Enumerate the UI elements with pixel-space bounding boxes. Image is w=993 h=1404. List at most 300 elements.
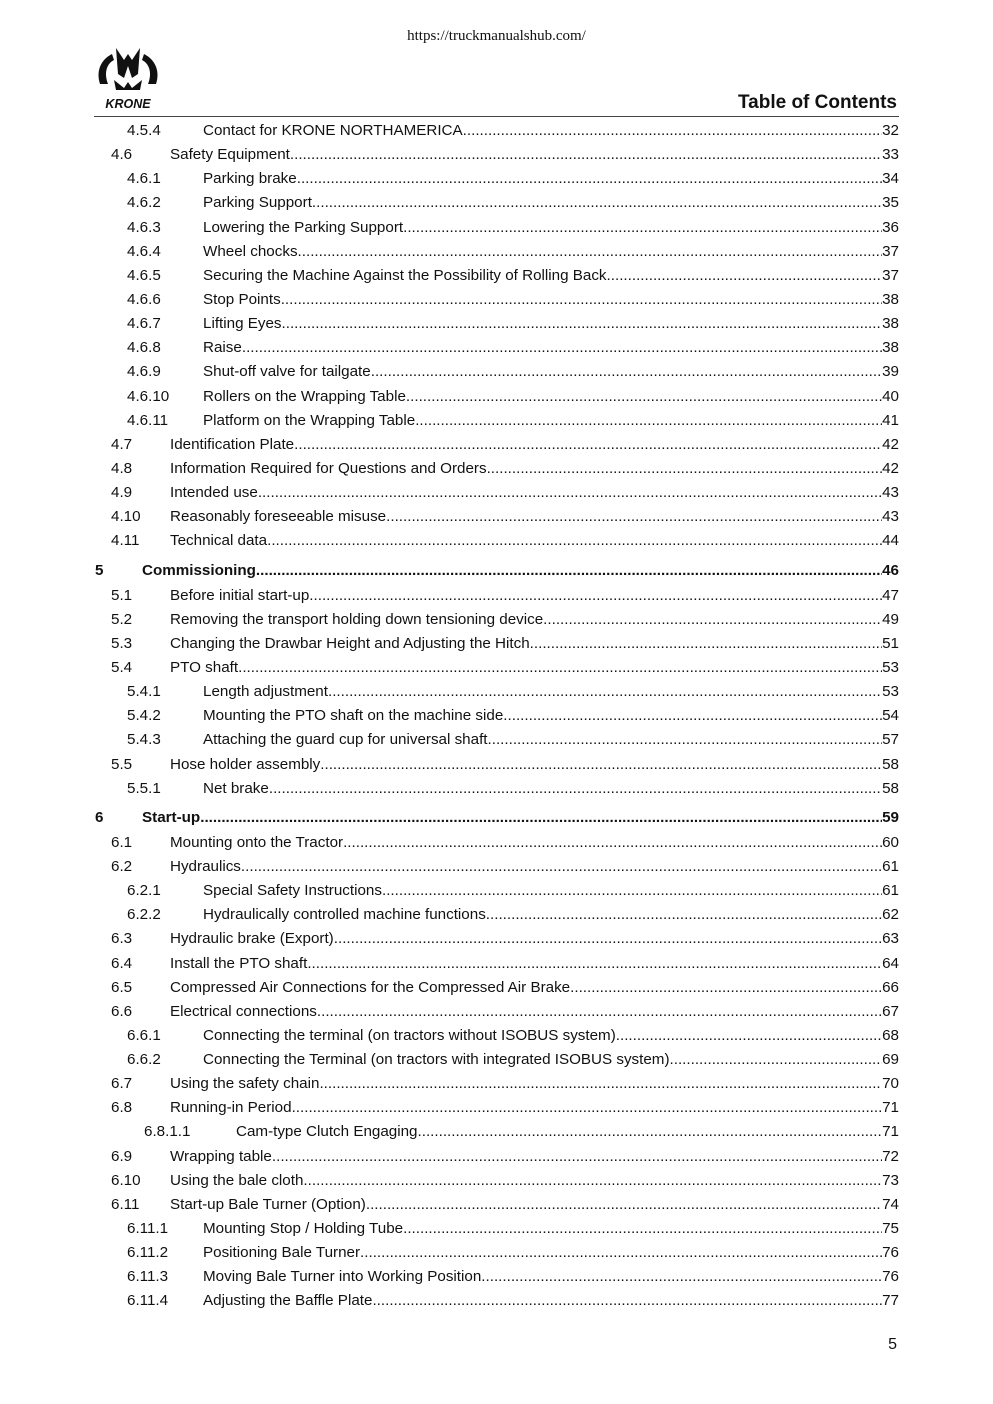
toc-entry-page: 57: [882, 731, 899, 749]
table-of-contents: [94, 119, 899, 1314]
toc-entry[interactable]: [94, 903, 899, 927]
source-url[interactable]: https://truckmanualshub.com/: [407, 28, 586, 44]
toc-entry[interactable]: [94, 855, 899, 879]
toc-dot-leader: [406, 385, 882, 409]
toc-dot-leader: [292, 1096, 883, 1120]
toc-entry[interactable]: [94, 632, 899, 656]
toc-dot-leader: [543, 608, 882, 632]
toc-dot-leader: [317, 1000, 882, 1024]
toc-entry-title: Install the PTO shaft: [170, 954, 308, 972]
toc-entry-number: 6.11.2: [127, 1244, 169, 1262]
toc-entry[interactable]: [94, 680, 899, 704]
toc-entry-number: 6.6: [111, 1002, 133, 1020]
toc-entry-number: 6.7: [111, 1075, 133, 1093]
toc-entry[interactable]: [94, 976, 899, 1000]
toc-entry-number: 4.6.11: [127, 411, 169, 429]
toc-entry-page: 36: [882, 218, 899, 236]
toc-entry-line: [203, 1265, 899, 1289]
toc-dot-leader: [297, 167, 882, 191]
toc-entry-page: 61: [882, 857, 899, 875]
toc-entry[interactable]: [94, 336, 899, 360]
toc-entry-number: 6.2.1: [127, 882, 161, 900]
toc-entry[interactable]: [94, 457, 899, 481]
toc-entry[interactable]: [94, 240, 899, 264]
toc-entry-line: [170, 1072, 899, 1096]
toc-entry-number: 4.11: [111, 532, 140, 550]
toc-entry-title: Mounting onto the Tractor: [170, 833, 344, 851]
toc-dot-leader: [200, 806, 882, 830]
toc-entry-line: [203, 728, 899, 752]
toc-entry-title: Platform on the Wrapping Table: [203, 411, 416, 429]
toc-dot-leader: [320, 753, 882, 777]
toc-entry-page: 43: [882, 508, 899, 526]
toc-entry-page: 33: [882, 146, 899, 164]
toc-entry-line: [203, 216, 899, 240]
toc-entry-line: [170, 608, 899, 632]
toc-dot-leader: [607, 264, 883, 288]
toc-entry-line: [203, 360, 899, 384]
toc-entry[interactable]: [94, 216, 899, 240]
toc-entry-page: 51: [882, 634, 899, 652]
toc-entry-line: [170, 1145, 899, 1169]
toc-dot-leader: [238, 656, 882, 680]
toc-entry[interactable]: [94, 433, 899, 457]
toc-entry-page: 66: [882, 978, 899, 996]
toc-entry-line: [170, 143, 899, 167]
toc-entry-page: 38: [882, 290, 899, 308]
toc-dot-leader: [258, 481, 882, 505]
toc-entry-line: [203, 1048, 899, 1072]
toc-dot-leader: [298, 240, 883, 264]
toc-entry-title: PTO shaft: [170, 658, 239, 676]
toc-entry-number: 5.4.1: [127, 683, 161, 701]
toc-entry-title: Raise: [203, 339, 242, 357]
toc-dot-leader: [670, 1048, 883, 1072]
toc-dot-leader: [386, 505, 882, 529]
toc-entry-page: 32: [882, 122, 899, 139]
toc-dot-leader: [334, 927, 882, 951]
toc-dot-leader: [366, 1193, 882, 1217]
toc-entry[interactable]: [94, 1145, 899, 1169]
toc-entry[interactable]: [94, 143, 899, 167]
toc-entry-line: [203, 903, 899, 927]
toc-entry-number: 6.9: [111, 1147, 133, 1165]
toc-entry-page: 71: [882, 1123, 899, 1141]
toc-entry-number: 5.2: [111, 610, 133, 628]
toc-dot-leader: [486, 903, 882, 927]
toc-entry-number: 6.11.1: [127, 1220, 169, 1238]
toc-entry-title: Hydraulic brake (Export): [170, 930, 334, 948]
toc-entry-title: Reasonably foreseeable misuse: [170, 508, 387, 526]
toc-dot-leader: [382, 879, 882, 903]
toc-entry-number: 4.6.9: [127, 363, 161, 381]
toc-entry-line: [170, 505, 899, 529]
toc-dot-leader: [570, 976, 882, 1000]
toc-entry-page: 64: [882, 954, 899, 972]
toc-entry-page: 42: [882, 459, 899, 477]
toc-entry[interactable]: [94, 1241, 899, 1265]
toc-entry-number: 6.2: [111, 857, 133, 875]
toc-entry[interactable]: [94, 1072, 899, 1096]
toc-entry-page: 69: [882, 1051, 899, 1069]
toc-entry-page: 60: [882, 833, 899, 851]
toc-entry-number: 6.5: [111, 978, 133, 996]
toc-entry[interactable]: [94, 559, 899, 584]
toc-entry-page: 42: [882, 435, 899, 453]
toc-entry-number: 4.6.4: [127, 242, 161, 260]
toc-entry-line: [170, 457, 899, 481]
toc-entry-line: [203, 288, 899, 312]
toc-entry-title: Electrical connections: [170, 1002, 317, 1020]
toc-entry-title: Securing the Machine Against the Possibility of Rolling Back: [203, 266, 607, 284]
toc-dot-leader: [294, 433, 882, 457]
toc-entry-line: [142, 806, 899, 830]
toc-entry-page: 43: [882, 484, 899, 502]
toc-entry-line: [170, 433, 899, 457]
toc-entry[interactable]: [94, 264, 899, 288]
toc-entry[interactable]: [94, 777, 899, 801]
toc-entry-title: Hose holder assembly: [170, 755, 321, 773]
toc-entry-title: Running-in Period: [170, 1099, 292, 1117]
toc-entry-number: 4.6.5: [127, 266, 161, 284]
toc-entry-number: 5.1: [111, 586, 133, 604]
toc-entry-page: 37: [882, 266, 899, 284]
page-number: 5: [888, 1336, 897, 1353]
toc-entry-title: Start-up Bale Turner (Option): [170, 1195, 366, 1213]
toc-entry-title: Before initial start-up: [170, 586, 310, 604]
toc-entry-page: 49: [882, 610, 899, 628]
toc-entry-line: [203, 1024, 899, 1048]
toc-entry[interactable]: [94, 1169, 899, 1193]
toc-entry-number: 4.6.1: [127, 170, 161, 188]
toc-entry[interactable]: [94, 360, 899, 384]
toc-entry-line: [236, 1120, 899, 1144]
toc-entry-number: 4.6.10: [127, 387, 170, 405]
toc-entry[interactable]: [94, 1000, 899, 1024]
toc-entry-page: 71: [882, 1099, 899, 1117]
toc-dot-leader: [343, 831, 882, 855]
toc-dot-leader: [290, 143, 882, 167]
toc-entry-line: [170, 753, 899, 777]
toc-entry-title: Contact for KRONE NORTHAMERICA: [203, 122, 463, 139]
toc-entry-page: 54: [882, 707, 899, 725]
toc-entry-page: 40: [882, 387, 899, 405]
toc-entry-line: [203, 879, 899, 903]
toc-entry[interactable]: [94, 119, 899, 143]
toc-entry-number: 6.8.1.1: [144, 1123, 191, 1141]
toc-entry-title: Connecting the Terminal (on tractors with integrated ISOBUS system): [203, 1051, 670, 1069]
page-title: Table of Contents: [737, 92, 897, 113]
toc-dot-leader: [272, 1145, 882, 1169]
toc-entry-title: Technical data: [170, 532, 268, 550]
toc-entry-number: 4.6.7: [127, 315, 161, 333]
toc-dot-leader: [488, 728, 883, 752]
toc-dot-leader: [267, 529, 882, 553]
toc-entry-title: Changing the Drawbar Height and Adjusting the Hitch: [170, 634, 530, 652]
toc-entry-number: 6.3: [111, 930, 133, 948]
toc-entry-page: 58: [882, 779, 899, 797]
toc-entry-title: Start-up: [142, 808, 201, 826]
toc-entry-title: Shut-off valve for tailgate: [203, 363, 371, 381]
toc-entry-line: [170, 976, 899, 1000]
toc-entry-page: 53: [882, 683, 899, 701]
toc-entry-title: Attaching the guard cup for universal shaft: [203, 731, 488, 749]
toc-entry-number: 5.4: [111, 658, 133, 676]
toc-entry-line: [203, 1241, 899, 1265]
toc-entry-line: [170, 656, 899, 680]
toc-entry[interactable]: [94, 1265, 899, 1289]
toc-entry-page: 77: [882, 1292, 899, 1310]
toc-dot-leader: [282, 312, 883, 336]
toc-entry-number: 6.11.4: [127, 1292, 169, 1310]
toc-entry[interactable]: [94, 1024, 899, 1048]
toc-entry[interactable]: [94, 288, 899, 312]
toc-entry-line: [170, 584, 899, 608]
toc-entry-title: Net brake: [203, 779, 269, 797]
toc-entry[interactable]: [94, 704, 899, 728]
toc-entry-page: 73: [882, 1171, 899, 1189]
toc-entry-title: Using the safety chain: [170, 1075, 320, 1093]
toc-entry-title: Intended use: [170, 484, 258, 502]
toc-dot-leader: [319, 1072, 882, 1096]
toc-entry-number: 4.9: [111, 484, 133, 502]
toc-entry-page: 38: [882, 339, 899, 357]
toc-entry-line: [203, 680, 899, 704]
toc-entry-title: Wrapping table: [170, 1147, 272, 1165]
krone-logo: [94, 44, 162, 112]
toc-entry-page: 74: [882, 1195, 899, 1213]
toc-dot-leader: [309, 584, 882, 608]
toc-entry[interactable]: [94, 481, 899, 505]
toc-entry-number: 4.6: [111, 146, 133, 164]
toc-entry-title: Special Safety Instructions: [203, 882, 382, 900]
toc-entry-title: Using the bale cloth: [170, 1171, 304, 1189]
toc-entry-title: Parking brake: [203, 170, 297, 188]
toc-entry-line: [203, 704, 899, 728]
toc-entry[interactable]: [94, 1096, 899, 1120]
toc-entry-title: Hydraulically controlled machine functions: [203, 906, 486, 924]
toc-dot-leader: [418, 1120, 883, 1144]
toc-entry-page: 37: [882, 242, 899, 260]
toc-entry[interactable]: [94, 505, 899, 529]
toc-entry-page: 53: [882, 658, 899, 676]
toc-entry-number: 6.6.1: [127, 1026, 161, 1044]
toc-entry-number: 6: [95, 808, 104, 826]
toc-dot-leader: [256, 559, 882, 583]
toc-entry-title: Wheel chocks: [203, 242, 298, 260]
toc-entry-line: [170, 855, 899, 879]
toc-entry[interactable]: [94, 879, 899, 903]
toc-entry-number: 4.6.3: [127, 218, 161, 236]
toc-entry-title: Mounting the PTO shaft on the machine side: [203, 707, 504, 725]
toc-entry-title: Cam-type Clutch Engaging: [236, 1123, 418, 1141]
toc-entry[interactable]: [94, 312, 899, 336]
toc-entry-page: 68: [882, 1026, 899, 1044]
toc-entry-number: 4.10: [111, 508, 141, 526]
toc-dot-leader: [360, 1241, 882, 1265]
toc-entry-page: 47: [882, 586, 899, 604]
toc-entry-number: 6.8: [111, 1099, 133, 1117]
toc-entry-title: Commissioning: [142, 561, 256, 579]
toc-entry[interactable]: [94, 728, 899, 752]
toc-entry-line: [170, 831, 899, 855]
toc-entry-line: [203, 312, 899, 336]
toc-entry-page: 38: [882, 315, 899, 333]
krone-logo-icon: [94, 44, 162, 112]
toc-entry-line: [203, 409, 899, 433]
svg-text:KRONE: KRONE: [105, 97, 151, 111]
toc-entry-title: Rollers on the Wrapping Table: [203, 387, 406, 405]
toc-dot-leader: [403, 1217, 882, 1241]
toc-entry-number: 5.3: [111, 634, 133, 652]
toc-entry-line: [170, 481, 899, 505]
toc-entry-number: 4.8: [111, 459, 133, 477]
toc-entry[interactable]: [94, 409, 899, 433]
toc-dot-leader: [328, 680, 882, 704]
toc-entry-title: Safety Equipment: [170, 146, 290, 164]
toc-dot-leader: [312, 191, 882, 215]
toc-entry-number: 4.5.4: [127, 122, 161, 139]
toc-entry-number: 5.4.2: [127, 707, 161, 725]
toc-entry[interactable]: [94, 1120, 899, 1144]
toc-entry-line: [142, 559, 899, 583]
toc-entry-line: [203, 385, 899, 409]
toc-dot-leader: [503, 704, 882, 728]
toc-entry-page: 41: [882, 411, 899, 429]
toc-entry-title: Identification Plate: [170, 435, 295, 453]
toc-entry-title: Information Required for Questions and Orders: [170, 459, 487, 477]
toc-entry-page: 35: [882, 194, 899, 212]
toc-entry[interactable]: [94, 927, 899, 951]
toc-entry-number: 4.6.2: [127, 194, 161, 212]
toc-entry[interactable]: [94, 1193, 899, 1217]
toc-entry-title: Hydraulics: [170, 857, 241, 875]
toc-entry-line: [203, 1217, 899, 1241]
toc-entry-page: 63: [882, 930, 899, 948]
toc-entry[interactable]: [94, 952, 899, 976]
toc-entry[interactable]: [94, 191, 899, 215]
toc-dot-leader: [481, 1265, 882, 1289]
toc-entry[interactable]: [94, 656, 899, 680]
toc-entry[interactable]: [94, 831, 899, 855]
toc-entry-page: 34: [882, 170, 899, 188]
toc-entry-title: Lowering the Parking Support: [203, 218, 404, 236]
toc-entry[interactable]: [94, 167, 899, 191]
toc-entry[interactable]: [94, 1217, 899, 1241]
toc-entry-line: [203, 167, 899, 191]
toc-dot-leader: [616, 1024, 882, 1048]
toc-entry-page: 44: [882, 532, 899, 550]
toc-entry-title: Adjusting the Baffle Plate: [203, 1292, 373, 1310]
toc-entry-line: [203, 777, 899, 801]
toc-entry-line: [203, 336, 899, 360]
toc-entry-line: [203, 191, 899, 215]
toc-entry[interactable]: [94, 1048, 899, 1072]
toc-entry-title: Connecting the terminal (on tractors without ISOBUS system): [203, 1026, 616, 1044]
toc-entry-page: 59: [882, 808, 899, 826]
toc-entry-number: 5: [95, 561, 104, 579]
toc-entry-title: Moving Bale Turner into Working Position: [203, 1268, 482, 1286]
toc-entry-number: 5.5.1: [127, 779, 161, 797]
toc-entry-page: 70: [882, 1075, 899, 1093]
toc-entry[interactable]: [94, 1289, 899, 1313]
toc-entry-number: 4.6.6: [127, 290, 161, 308]
toc-entry-title: Parking Support: [203, 194, 312, 212]
toc-dot-leader: [487, 457, 883, 481]
toc-dot-leader: [403, 216, 882, 240]
toc-entry-number: 6.11.3: [127, 1268, 169, 1286]
toc-entry-line: [170, 529, 899, 553]
toc-entry-page: 76: [882, 1244, 899, 1262]
toc-dot-leader: [372, 1289, 882, 1313]
toc-entry-page: 62: [882, 906, 899, 924]
toc-entry[interactable]: [94, 806, 899, 831]
toc-entry-line: [170, 1096, 899, 1120]
header-divider: [94, 116, 899, 117]
toc-entry-title: Stop Points: [203, 290, 281, 308]
toc-dot-leader: [242, 336, 882, 360]
toc-entry-number: 6.1: [111, 833, 133, 851]
toc-dot-leader: [303, 1169, 882, 1193]
toc-entry[interactable]: [94, 608, 899, 632]
toc-entry-number: 5.5: [111, 755, 133, 773]
toc-entry-line: [203, 119, 899, 143]
toc-entry-page: 72: [882, 1147, 899, 1165]
toc-dot-leader: [463, 119, 882, 143]
toc-entry-title: Lifting Eyes: [203, 315, 282, 333]
toc-entry-number: 4.6.8: [127, 339, 161, 357]
toc-entry-number: 6.6.2: [127, 1051, 161, 1069]
toc-entry-page: 67: [882, 1002, 899, 1020]
toc-entry-number: 6.10: [111, 1171, 141, 1189]
toc-entry[interactable]: [94, 584, 899, 608]
toc-entry-line: [170, 1193, 899, 1217]
toc-entry-page: 76: [882, 1268, 899, 1286]
toc-entry-title: Compressed Air Connections for the Compressed Air Brake: [170, 978, 571, 996]
toc-entry-number: 5.4.3: [127, 731, 161, 749]
toc-entry-number: 6.4: [111, 954, 133, 972]
toc-entry-line: [170, 632, 899, 656]
toc-entry-page: 75: [882, 1220, 899, 1238]
toc-entry-line: [170, 1169, 899, 1193]
toc-dot-leader: [371, 360, 882, 384]
toc-entry-line: [170, 927, 899, 951]
toc-entry-page: 39: [882, 363, 899, 381]
toc-entry-page: 46: [882, 561, 899, 579]
toc-dot-leader: [269, 777, 882, 801]
toc-dot-leader: [415, 409, 882, 433]
toc-entry-number: 6.11: [111, 1195, 140, 1213]
toc-entry-page: 61: [882, 882, 899, 900]
toc-entry-page: 58: [882, 755, 899, 773]
toc-entry-line: [170, 1000, 899, 1024]
toc-entry[interactable]: [94, 753, 899, 777]
toc-entry-number: 4.7: [111, 435, 133, 453]
toc-dot-leader: [281, 288, 882, 312]
toc-entry[interactable]: [94, 385, 899, 409]
toc-entry-title: Positioning Bale Turner: [203, 1244, 361, 1262]
toc-entry-line: [170, 952, 899, 976]
toc-entry-line: [203, 240, 899, 264]
toc-entry-line: [203, 264, 899, 288]
toc-entry[interactable]: [94, 529, 899, 553]
toc-entry-number: 6.2.2: [127, 906, 161, 924]
toc-dot-leader: [307, 952, 882, 976]
toc-entry-title: Mounting Stop / Holding Tube: [203, 1220, 404, 1238]
toc-dot-leader: [530, 632, 882, 656]
toc-entry-title: Length adjustment: [203, 683, 328, 701]
toc-entry-line: [203, 1289, 899, 1313]
